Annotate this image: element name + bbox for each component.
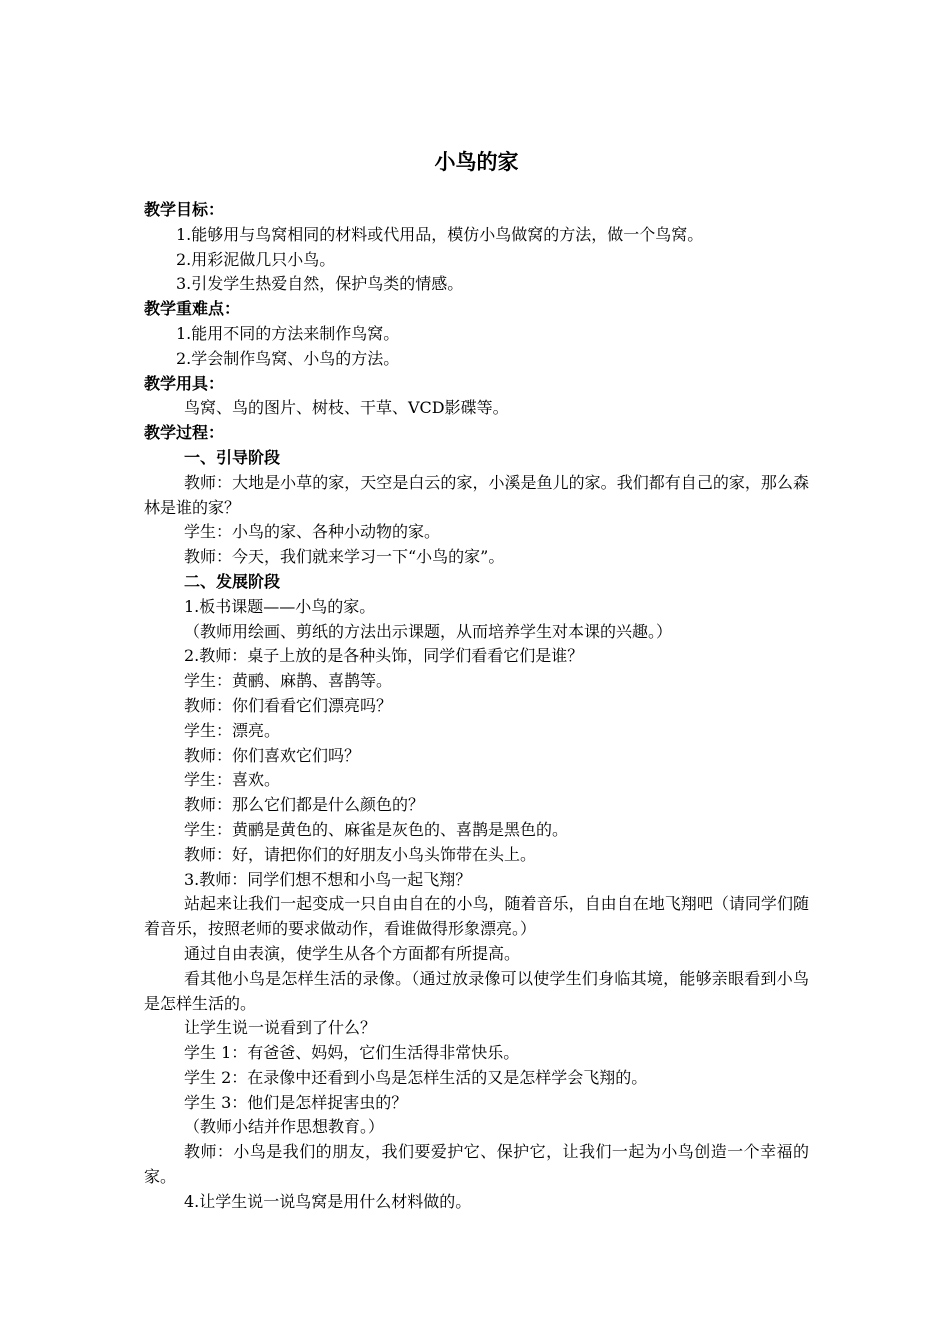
stage2-paragraph-fly: 站起来让我们一起变成一只自由自在的小鸟，随着音乐，自由自在地飞翔吧（请同学们随着音乐，按照老师的要求做动作，看谁做得形象漂亮。） xyxy=(144,894,809,939)
stage2-line: 让学生说一说看到了什么？ xyxy=(184,1018,377,1038)
stage2-line: 学生：漂亮。 xyxy=(184,720,281,740)
stage2-line: 学生：黄鹂是黄色的、麻雀是灰色的、喜鹊是黑色的。 xyxy=(184,819,569,839)
stage2-line: 学生：黄鹂、麻鹊、喜鹊等。 xyxy=(184,671,393,691)
stage2-paragraph-teacher: 教师：小鸟是我们的朋友，我们要爱护它、保护它，让我们一起为小鸟创造一个幸福的家。 xyxy=(144,1142,809,1187)
stage2-line: 学生：喜欢。 xyxy=(184,770,281,790)
stage2-line: 教师：你们喜欢它们吗？ xyxy=(184,745,361,765)
stage1-heading: 一、引导阶段 xyxy=(184,447,281,467)
stage2-line: （教师小结并作思想教育。） xyxy=(184,1117,385,1137)
stage2-line: 3.教师：同学们想不想和小鸟一起飞翔？ xyxy=(184,869,472,889)
page-title: 小鸟的家 xyxy=(434,150,519,174)
stage2-last-line: 4.让学生说一说鸟窝是用什么材料做的。 xyxy=(184,1191,472,1211)
tools-item-1: 鸟窝、鸟的图片、树枝、干草、VCD影碟等。 xyxy=(184,398,509,418)
goal-item-3: 3.引发学生热爱自然，保护鸟类的情感。 xyxy=(176,274,464,294)
heading-key-points: 教学重难点： xyxy=(144,299,241,319)
stage2-line: 学生 2：在录像中还看到小鸟是怎样生活的又是怎样学会飞翔的。 xyxy=(184,1067,648,1087)
stage1-paragraph-3: 教师：今天，我们就来学习一下“小鸟的家”。 xyxy=(184,547,505,567)
heading-process: 教学过程： xyxy=(144,423,225,443)
stage2-line: 学生 3：他们是怎样捉害虫的？ xyxy=(184,1092,408,1112)
stage2-line: 教师：那么它们都是什么颜色的？ xyxy=(184,795,425,815)
stage2-line: 学生 1：有爸爸、妈妈，它们生活得非常快乐。 xyxy=(184,1043,520,1063)
key-point-item-1: 1.能用不同的方法来制作鸟窝。 xyxy=(176,323,400,343)
stage2-line: 教师：你们看看它们漂亮吗？ xyxy=(184,695,393,715)
stage2-line: 1.板书课题——小鸟的家。 xyxy=(184,596,376,616)
goal-item-1: 1.能够用与鸟窝相同的材料或代用品，模仿小鸟做窝的方法，做一个鸟窝。 xyxy=(176,224,704,244)
stage2-paragraph-video: 看其他小鸟是怎样生活的录像。（通过放录像可以使学生们身临其境，能够亲眼看到小鸟是怎样生活的。 xyxy=(144,968,809,1013)
key-point-item-2: 2.学会制作鸟窝、小鸟的方法。 xyxy=(176,348,400,368)
stage2-heading: 二、发展阶段 xyxy=(184,571,281,591)
stage2-paragraph-perform: 通过自由表演，使学生从各个方面都有所提高。 xyxy=(184,943,521,963)
goal-item-2: 2.用彩泥做几只小鸟。 xyxy=(176,249,336,269)
stage2-line: 2.教师：桌子上放的是各种头饰，同学们看看它们是谁？ xyxy=(184,646,584,666)
heading-goals: 教学目标： xyxy=(144,200,225,219)
stage1-paragraph-1: 教师：大地是小草的家，天空是白云的家，小溪是鱼儿的家。我们都有自己的家，那么森林是谁的家？ xyxy=(144,472,809,517)
stage2-line: （教师用绘画、剪纸的方法出示课题，从而培养学生对本课的兴趣。） xyxy=(184,621,673,641)
stage1-paragraph-2: 学生：小鸟的家、各种小动物的家。 xyxy=(184,522,441,542)
document-page xyxy=(144,146,809,1215)
heading-tools: 教学用具： xyxy=(144,373,225,393)
stage2-line: 教师：好，请把你们的好朋友小鸟头饰带在头上。 xyxy=(184,844,537,864)
